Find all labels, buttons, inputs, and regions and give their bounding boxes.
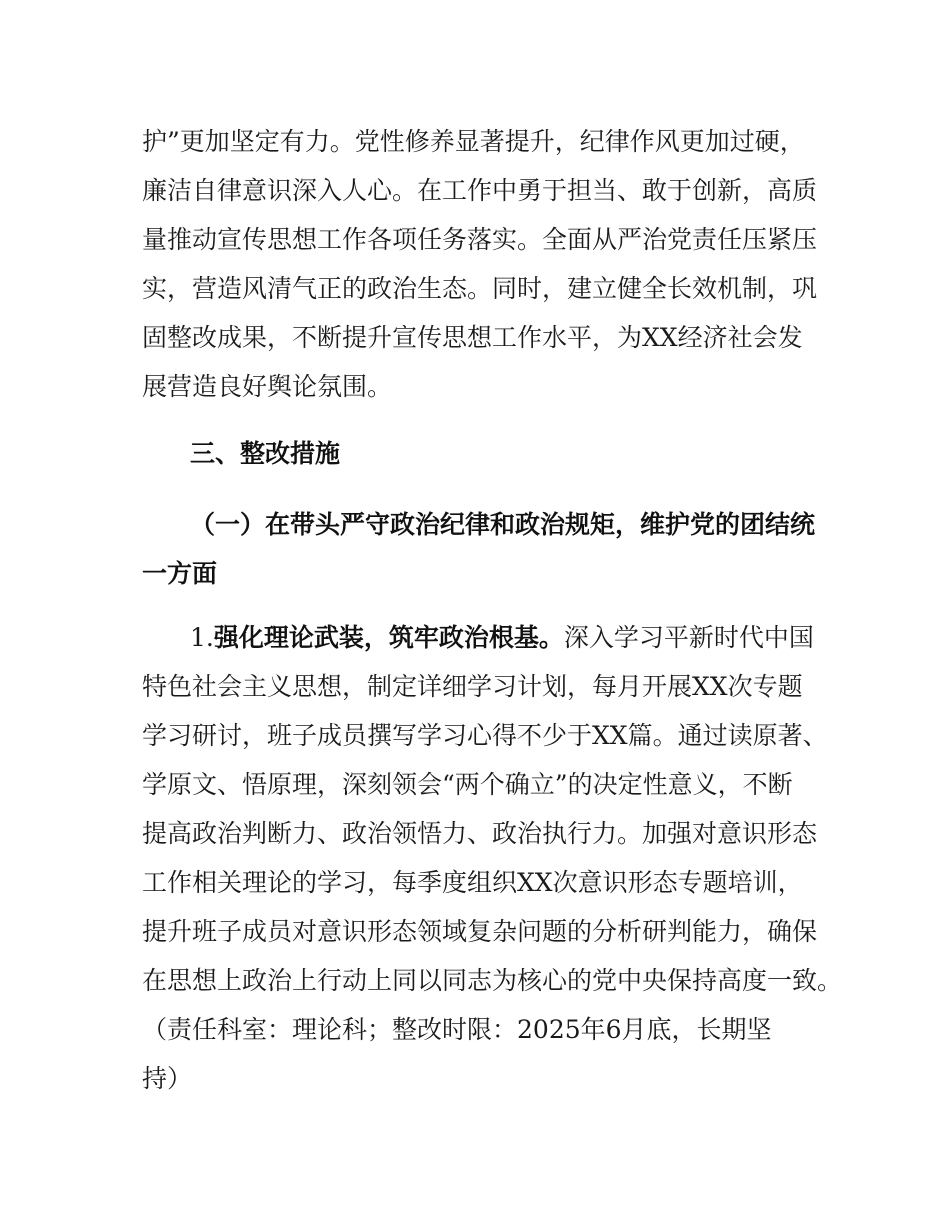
paragraph-line: 学习研讨，班子成员撰写学习心得不少于XX篇。通过读原著、 bbox=[142, 721, 828, 750]
paragraph-line: 廉洁自律意识深入人心。在工作中勇于担当、敢于创新，高质 bbox=[142, 176, 818, 205]
paragraph-line: 实，营造风清气正的政治生态。同时，建立健全长效机制，巩 bbox=[142, 274, 818, 303]
paragraph-line: （责任科室：理论科；整改时限：2025年6月底，长期坚 bbox=[142, 1015, 772, 1044]
paragraph-line: 护”更加坚定有力。党性修养显著提升，纪律作风更加过硬， bbox=[142, 127, 805, 156]
item-first-line bbox=[190, 622, 814, 654]
paragraph-line: 提高政治判断力、政治领悟力、政治执行力。加强对意识形态 bbox=[142, 819, 818, 848]
paragraph-line: 工作相关理论的学习，每季度组织XX次意识形态专题培训， bbox=[142, 868, 803, 897]
paragraph-line: 在思想上政治上行动上同以同志为核心的党中央保持高度一致。 bbox=[142, 966, 843, 995]
paragraph-line: 固整改成果，不断提升宣传思想工作水平，为XX经济社会发 bbox=[142, 323, 803, 352]
subsection-heading-line: 一方面 bbox=[142, 559, 218, 588]
paragraph-line: 展营造良好舆论氛围。 bbox=[142, 372, 393, 401]
paragraph-line: 持） bbox=[142, 1064, 193, 1093]
item-title: 强化理论武装，筑牢政治根基。 bbox=[213, 623, 564, 652]
paragraph-line: 学原文、悟原理，深刻领会“两个确立”的决定性意义，不断 bbox=[142, 770, 793, 799]
subsection-heading-line: （一）在带头严守政治纪律和政治规矩，维护党的团结统 bbox=[190, 510, 816, 539]
item-text: 深入学习平新时代中国 bbox=[563, 623, 814, 652]
paragraph-line: 特色社会主义思想，制定详细学习计划，每月开展XX次专题 bbox=[142, 672, 803, 701]
section-heading: 三、整改措施 bbox=[190, 439, 341, 468]
paragraph-line: 提升班子成员对意识形态领域复杂问题的分析研判能力，确保 bbox=[142, 917, 818, 946]
item-number: 1. bbox=[190, 623, 214, 652]
paragraph-line: 量推动宣传思想工作各项任务落实。全面从严治党责任压紧压 bbox=[142, 225, 818, 254]
